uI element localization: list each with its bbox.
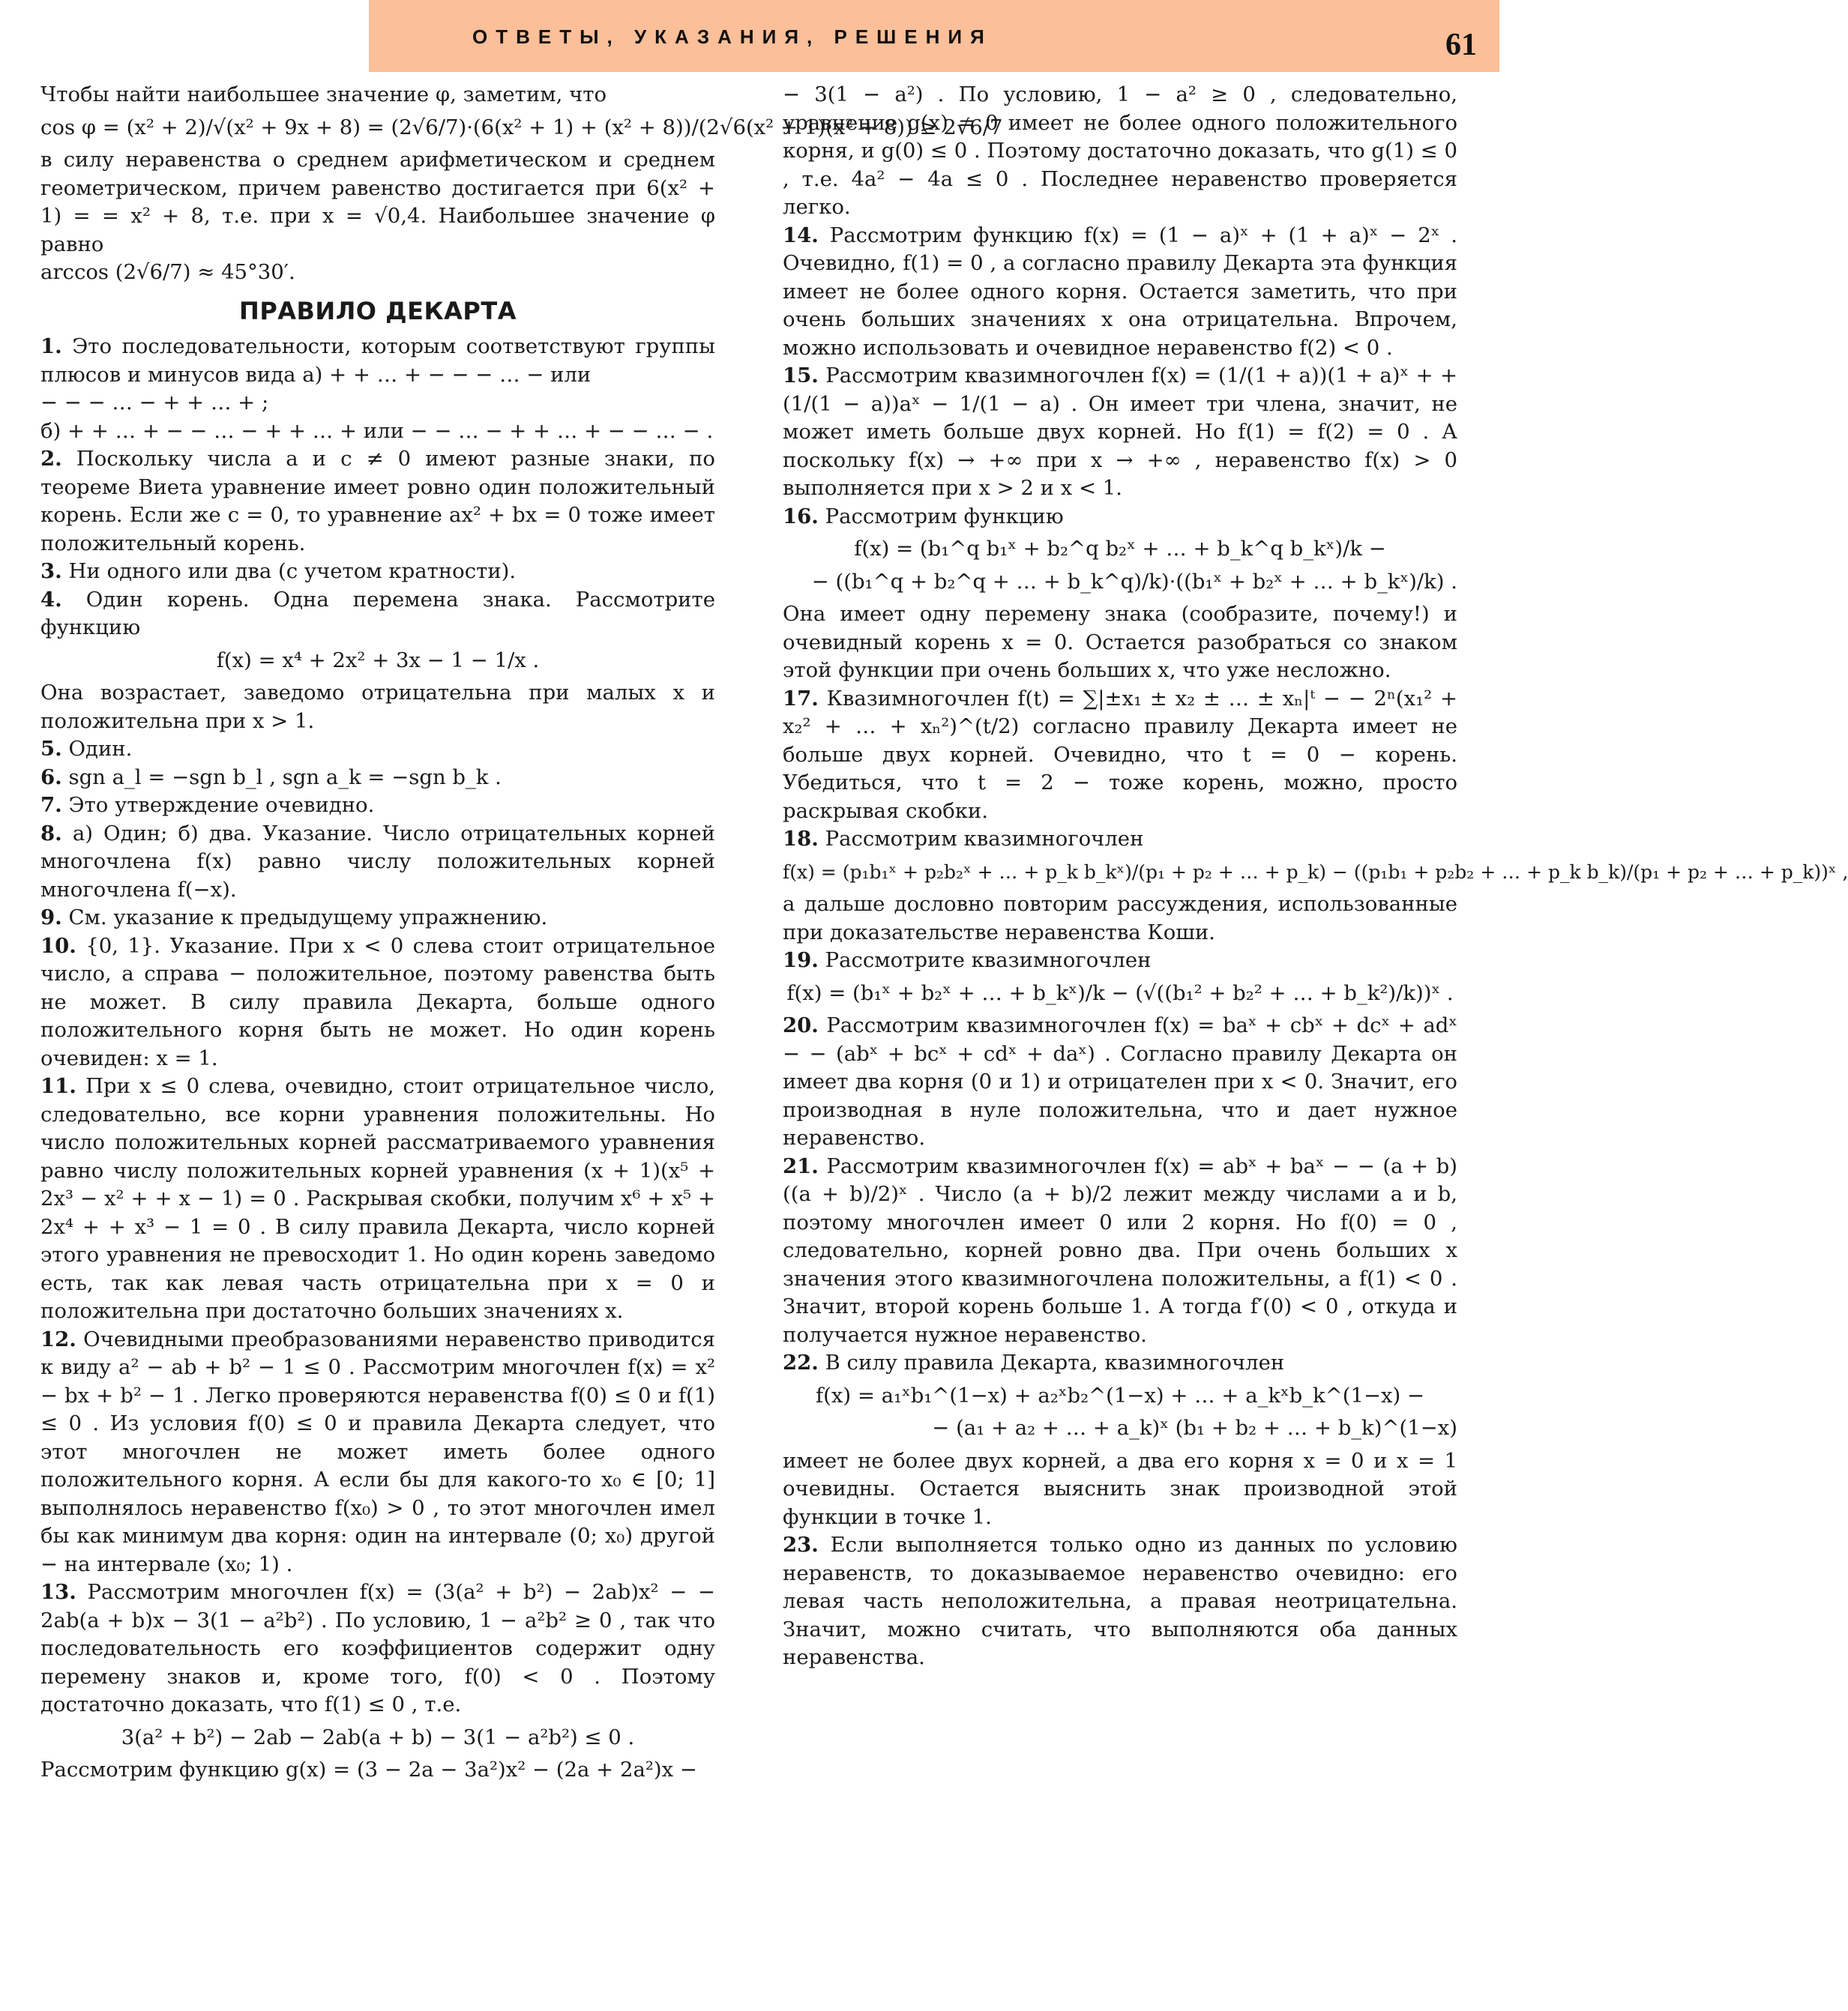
answer-number: 20. bbox=[783, 1013, 819, 1037]
answer-number: 7. bbox=[40, 793, 62, 817]
answer-number: 23. bbox=[783, 1533, 819, 1557]
answer-text: Поскольку числа a и c ≠ 0 имеют разные знаки, по теореме Виета уравнение имеет ровно один положительный корень. Если же c = 0, то уравнение ax² + bx = 0 тоже имеет положительный корень. bbox=[40, 447, 715, 555]
answer-number: 15. bbox=[783, 364, 819, 388]
running-header-title: ОТВЕТЫ, УКАЗАНИЯ, РЕШЕНИЯ bbox=[472, 25, 993, 48]
answer-16 bbox=[783, 503, 1457, 531]
answer-8 bbox=[40, 820, 715, 905]
answer-text: sgn a_l = −sgn b_l , sgn a_k = −sgn b_k . bbox=[68, 765, 502, 789]
answer-text: Один корень. Одна перемена знака. Рассмотрите функцию bbox=[40, 587, 715, 639]
answer-number: 2. bbox=[40, 447, 62, 471]
formula-cos-phi: cos φ = (x² + 2)/√(x² + 9x + 8) = (2√6/7)·(6(x² + 1) + (x² + 8))/(2√6(x² + 1)(x² + 8)) ≥ 2√6/7 bbox=[40, 115, 1003, 139]
answer-number: 6. bbox=[40, 765, 62, 789]
answer-10 bbox=[40, 932, 715, 1073]
answer-18 bbox=[783, 825, 1457, 854]
answer-number: 9. bbox=[40, 905, 62, 929]
answer-text: В силу правила Декарта, квазимногочлен bbox=[825, 1351, 1285, 1375]
answer-number: 3. bbox=[40, 559, 62, 583]
answer-number: 21. bbox=[783, 1154, 819, 1178]
intro-text-2: в силу неравенства о среднем арифметическом и среднем геометрическом, причем равенство достигается при 6(x² + 1) = = x² + 8, т.е. при x = √0,4. Наибольшее значение φ равно bbox=[40, 148, 715, 256]
answer-number: 8. bbox=[40, 821, 62, 845]
formula-answer-4: f(x) = x⁴ + 2x² + 3x − 1 − 1/x . bbox=[216, 648, 540, 672]
answer-9 bbox=[40, 904, 715, 932]
formula-answer-16-line-1: f(x) = (b₁^q b₁ˣ + b₂^q b₂ˣ + … + b_k^q b_kˣ)/k − bbox=[854, 537, 1386, 561]
answer-1-line-b: − − − … − + + … + ; bbox=[40, 391, 269, 414]
formula-answer-16-line-2: − ((b₁^q + b₂^q + … + b_k^q)/k)·((b₁ˣ + b₂ˣ + … + b_kˣ)/k) . bbox=[811, 569, 1457, 594]
answer-13-continued: Рассмотрим функцию g(x) = (3 − 2a − 3a²)x² − (2a + 2a²)x − bbox=[40, 1758, 697, 1782]
answer-text: Рассмотрим квазимногочлен f(x) = (1/(1 + a))(1 + a)ˣ + + (1/(1 − a))aˣ − 1/(1 − a) . Он имеет три члена, значит, не может иметь больше двух корней. Но f(1) = f(2) = 0 . А поскольку f(x) → +∞ при x → +∞ , неравенство f(x) > 0 выполняется при x > 2 и x < 1. bbox=[783, 364, 1457, 500]
formula-answer-22-line-1: f(x) = a₁ˣb₁^(1−x) + a₂ˣb₂^(1−x) + … + a_kˣb_k^(1−x) − bbox=[815, 1383, 1425, 1408]
answer-text: Рассмотрим квазимногочлен f(x) = baˣ + cbˣ + dcˣ + adˣ − − (abˣ + bcˣ + cdˣ + daˣ) . Согласно правилу Декарта он имеет два корня (0 и 1) и отрицателен при x < 0. Значит, его производная в нуле положительна, что и дает нужное неравенство. bbox=[783, 1013, 1457, 1150]
answer-2 bbox=[40, 445, 715, 558]
answer-text: Рассмотрите квазимногочлен bbox=[825, 948, 1152, 972]
answer-text: Рассмотрим квазимногочлен f(x) = abˣ + baˣ − − (a + b)((a + b)/2)ˣ . Число (a + b)/2 лежит между числами a и b, поэтому многочлен имеет 0 или 2 корня. Но f(0) = 0 , следовательно, корней ровно два. При очень больших x значения этого квазимногочлена положительны, а f(1) < 0 . Значит, второй корень больше 1. А тогда f′(0) < 0 , откуда и получается нужное неравенство. bbox=[783, 1154, 1457, 1347]
answer-text: При x ≤ 0 слева, очевидно, стоит отрицательное число, следовательно, все корни уравнения положительны. Но число положительных корней рассматриваемого уравнения равно числу положительных корней уравнения (x + 1)(x⁵ + 2x³ − x² + + x − 1) = 0 . Раскрывая скобки, получим x⁶ + x⁵ + 2x⁴ + + x³ − 1 = 0 . В силу правила Декарта, число корней этого уравнения не превосходит 1. Но один корень заведомо есть, так как левая часть отрицательна при x = 0 и положительна при достаточно больших значениях x. bbox=[40, 1074, 715, 1323]
formula-answer-19: f(x) = (b₁ˣ + b₂ˣ + … + b_kˣ)/k − (√((b₁² + b₂² + … + b_k²)/k))ˣ . bbox=[786, 980, 1454, 1005]
arccos-value: arccos (2√6/7) ≈ 45°30′. bbox=[40, 260, 295, 284]
answer-text: Если выполняется только одно из данных по условию неравенств, то доказываемое неравенство очевидно: его левая часть неположительна, а правая неотрицательна. Значит, можно считать, что выполняются оба данных неравенства. bbox=[783, 1533, 1457, 1669]
answer-number: 14. bbox=[783, 223, 819, 247]
answer-text: Очевидными преобразованиями неравенство приводится к виду a² − ab + b² − 1 ≤ 0 . Рассмотрим многочлен f(x) = x² − bx + b² − 1 . Легко проверяются неравенства f(0) ≤ 0 и f(1) ≤ 0 . Из условия f(0) ≤ 0 и правила Декарта следует, что этот многочлен не может иметь более одного положительного корня. А если бы для какого-то x₀ ∈ [0; 1] выполнялось неравенство f(x₀) > 0 , то этот многочлен имел бы как минимум два корня: один на интервале (0; x₀) другой − на интервале (x₀; 1) . bbox=[40, 1327, 715, 1576]
answer-4 bbox=[40, 586, 715, 642]
answer-1 bbox=[40, 333, 715, 389]
answer-11 bbox=[40, 1073, 715, 1326]
answer-1-line-c: б) + + … + − − … − + + … + или − − … − + + … + − − … − . bbox=[40, 418, 714, 443]
answer-text: а) Один; б) два. Указание. Число отрицательных корней многочлена f(x) равно числу положительных корней многочлена f(−x). bbox=[40, 821, 715, 902]
answer-text: Ни одного или два (с учетом кратности). bbox=[68, 559, 517, 583]
answer-15 bbox=[783, 362, 1457, 503]
answer-text: Это утверждение очевидно. bbox=[68, 793, 375, 817]
answer-text: Рассмотрим функцию bbox=[825, 504, 1064, 528]
page-number: 61 bbox=[1445, 28, 1477, 62]
answer-number: 5. bbox=[40, 737, 62, 761]
answer-13 bbox=[40, 1579, 715, 1719]
answer-number: 1. bbox=[40, 334, 62, 358]
right-column bbox=[783, 81, 1848, 1672]
answer-21 bbox=[783, 1153, 1457, 1350]
answer-text: Один. bbox=[68, 737, 133, 761]
formula-answer-18: f(x) = (p₁b₁ˣ + p₂b₂ˣ + … + p_k b_kˣ)/(p₁ + p₂ + … + p_k) − ((p₁b₁ + p₂b₂ + … + p_k b_k)/(p₁ + p₂ + … + p_k))ˣ , bbox=[783, 860, 1848, 883]
answer-number: 13. bbox=[40, 1580, 76, 1604]
answer-text: Квазимногочлен f(t) = ∑|±x₁ ± x₂ ± … ± xₙ|ᵗ − − 2ⁿ(x₁² + x₂² + … + xₙ²)^(t/2) согласно правилу Декарта имеет не больше двух корней. Очевидно, что t = 0 − корень. Убедиться, что t = 2 − тоже корень, можно, просто раскрывая скобки. bbox=[783, 686, 1457, 823]
answer-13-end: − 3(1 − a²) . По условию, 1 − a² ≥ 0 , следовательно, уравнение g(x) = 0 имеет не более одного положительного корня, и g(0) ≤ 0 . Поэтому достаточно доказать, что g(1) ≤ 0 , т.е. 4a² − 4a ≤ 0 . Последнее неравенство проверяется легко. bbox=[783, 82, 1457, 219]
formula-answer-13: 3(a² + b²) − 2ab − 2ab(a + b) − 3(1 − a²b²) ≤ 0 . bbox=[121, 1725, 635, 1749]
answer-text: Это последовательности, которым соответствуют группы плюсов и минусов вида а) + + … + − − − … − или bbox=[40, 334, 715, 387]
answer-number: 16. bbox=[783, 504, 819, 528]
answer-4-continued: Она возрастает, заведомо отрицательна при малых x и положительна при x > 1. bbox=[40, 681, 715, 733]
answer-7 bbox=[40, 792, 715, 820]
answer-16-continued: Она имеет одну перемену знака (сообразите, почему!) и очевидный корень x = 0. Остается разобраться со знаком этой функции при очень больших x, что уже несложно. bbox=[783, 602, 1457, 682]
answer-number: 17. bbox=[783, 686, 819, 711]
answer-18-continued: а дальше дословно повторим рассуждения, использованные при доказательстве неравенства Коши. bbox=[783, 892, 1457, 944]
answer-number: 19. bbox=[783, 948, 819, 972]
answer-text: Рассмотрим многочлен f(x) = (3(a² + b²) − 2ab)x² − − 2ab(a + b)x − 3(1 − a²b²) . По условию, 1 − a²b² ≥ 0 , так что последовательность его коэффициентов содержит одну перемену знаков и, кроме того, f(0) < 0 . Поэтому достаточно доказать, что f(1) ≤ 0 , т.е. bbox=[40, 1580, 715, 1716]
intro-text-1: Чтобы найти наибольшее значение φ, заметим, что bbox=[40, 82, 607, 106]
answer-text: Рассмотрим функцию f(x) = (1 − a)ˣ + (1 + a)ˣ − 2ˣ . Очевидно, f(1) = 0 , а согласно правилу Декарта эта функция имеет не более одного корня. Остается заметить, что при очень больших значениях x она отрицательна. Впрочем, можно использовать и очевидное неравенство f(2) < 0 . bbox=[783, 223, 1457, 360]
answer-text: Рассмотрим квазимногочлен bbox=[825, 827, 1144, 851]
formula-answer-22-line-2: − (a₁ + a₂ + … + a_k)ˣ (b₁ + b₂ + … + b_k)^(1−x) bbox=[932, 1416, 1457, 1440]
answer-text: См. указание к предыдущему упражнению. bbox=[68, 905, 548, 929]
answer-19 bbox=[783, 947, 1457, 975]
answer-6 bbox=[40, 764, 715, 792]
answer-number: 10. bbox=[40, 933, 76, 958]
answer-5 bbox=[40, 735, 715, 764]
answer-14 bbox=[783, 222, 1457, 363]
answer-text: {0, 1}. Указание. При x < 0 слева стоит отрицательное число, а справа − положительное, поэтому равенства быть не может. В силу правила Декарта, больше одного положительного корня быть не может. Но один корень очевиден: x = 1. bbox=[40, 933, 715, 1070]
answer-23 bbox=[783, 1531, 1457, 1672]
answer-3 bbox=[40, 558, 715, 586]
answer-20 bbox=[783, 1012, 1457, 1153]
section-title: ПРАВИЛО ДЕКАРТА bbox=[239, 296, 517, 325]
answer-22 bbox=[783, 1349, 1457, 1378]
answer-number: 4. bbox=[40, 587, 62, 612]
answer-number: 11. bbox=[40, 1074, 76, 1098]
answer-number: 12. bbox=[40, 1327, 76, 1351]
answer-number: 18. bbox=[783, 827, 819, 851]
answer-17 bbox=[783, 685, 1457, 826]
answer-22-continued: имеет не более двух корней, а два его корня x = 0 и x = 1 очевидны. Остается выяснить знак производной этой функции в точке 1. bbox=[783, 1448, 1457, 1529]
answer-number: 22. bbox=[783, 1351, 819, 1375]
answer-12 bbox=[40, 1326, 715, 1579]
